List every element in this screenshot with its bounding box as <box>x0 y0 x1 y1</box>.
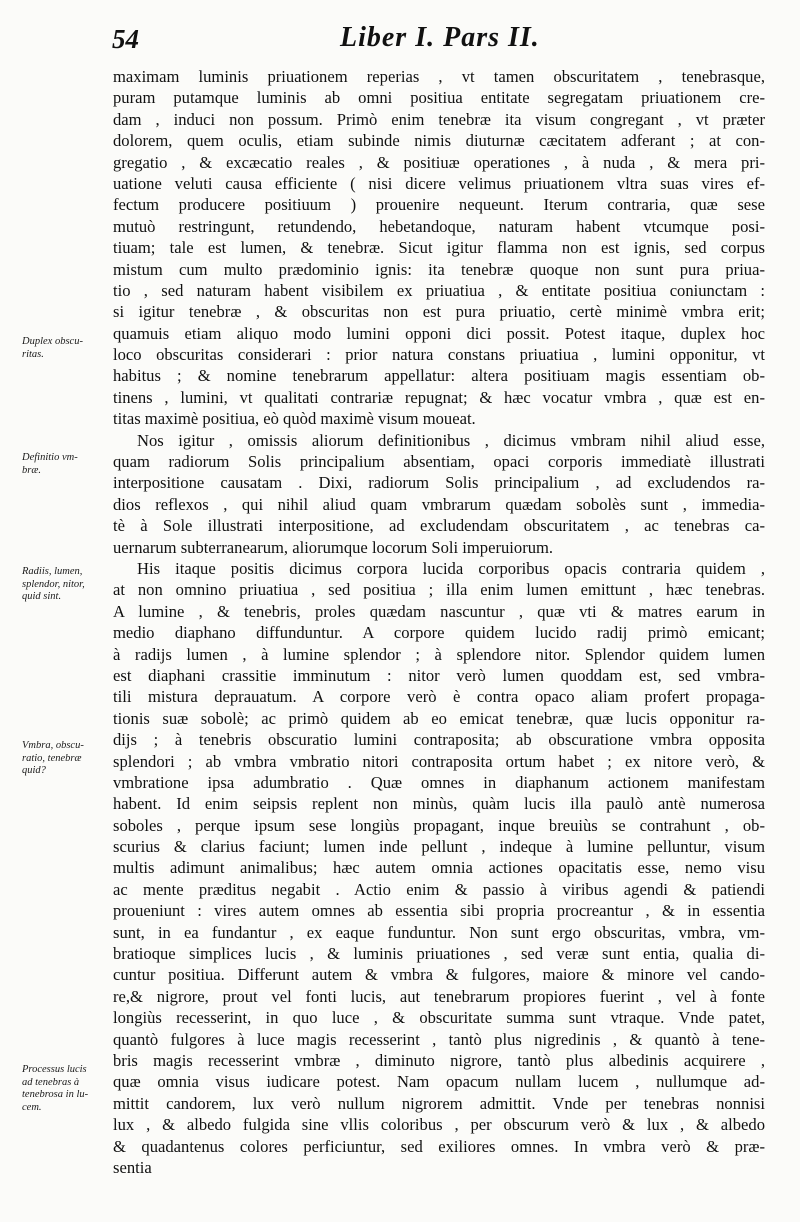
running-head: Liber I. Pars II. <box>340 22 540 53</box>
text-line: gregatio , & excæcatio reales , & positiuæ operationes , à nuda , & mera pri- <box>113 152 765 172</box>
paragraph-start: Nos igitur , omissis aliorum definitionibus , dicimus vmbram nihil aliud esse, <box>137 430 765 450</box>
text-line: à radijs lumen , à lumine splendor ; à splendore nitor. Splendor quidem lumen <box>113 644 765 664</box>
marginal-note-duplex-obscuritas <box>22 336 114 361</box>
marginal-note-line: cem. <box>22 1101 42 1113</box>
marginal-note-radiis-lumen <box>22 566 114 604</box>
text-line: & quadantenus colores perficiuntur, sed exiliores omnes. In vmbra verò & præ- <box>113 1136 765 1156</box>
text-line: mistum cum multo prædominio ignis: ita tenebræ quoque non sunt pura priua- <box>113 259 765 279</box>
marginal-note-line: quid sint. <box>22 591 62 602</box>
marginal-note-line: Radiis, lumen, <box>22 566 83 577</box>
marginal-note-vmbra-obscuratio <box>22 740 114 778</box>
text-line: splendori ; ab vmbra vmbratio nitori contraposita ortum habet ; ex nitore verò, & <box>113 751 765 771</box>
text-line: dios reflexos , qui nihil aliud quam vmbrarum quædam sobolès sunt , immedia- <box>113 494 765 514</box>
text-line: si igitur tenebræ , & obscuritas non est pura priuatio, certè minimè vmbra erit; <box>113 302 765 322</box>
marginal-note-definitio-umbrae <box>22 452 114 477</box>
text-line: uatione veluti causa efficiente ( nisi dicere velimus priuationem vltra suas vires ef- <box>113 173 765 193</box>
text-line: re,& nigrore, prout vel fonti lucis, aut tenebrarum propiores fuerint , vel à fonte <box>113 986 765 1006</box>
marginal-note-line: ad tenebras à <box>22 1076 80 1088</box>
text-line: tili mistura deprauatum. A corpore verò è contra opaco aliam profert propaga- <box>113 687 765 707</box>
text-line: proueniunt : vires autem omnes ab essentia sibi propria procreantur , & in essentia <box>113 901 765 921</box>
text-line: tè à Sole illustrati interpositione, ad excludendam obscuritatem , ac tenebras ca- <box>113 516 765 536</box>
marginal-note-line: tenebrosa in lu- <box>22 1089 89 1100</box>
text-line: mittit candorem, lux verò nullum nigrorem admittit. Vnde per tenebras nonnisi <box>113 1093 765 1113</box>
text-line: longiùs recesserint, in quo luce , & obscuritate summa sunt vtraque. Vnde patet, <box>113 1008 765 1028</box>
text-line: multis adimunt animalibus; hæc autem omnia actiones opacitatis esse, nemo visu <box>113 858 765 878</box>
text-line: loco obscuritas considerari : prior natura constans priuatiua , lumini opponitur, vt <box>113 345 765 365</box>
text-line: sunt, in ea fundantur , ex eaque funduntur. Non sunt ergo obscuritas, vmbra, vm- <box>113 922 765 942</box>
text-line: quamuis etiam aliquo modo lumini opponi dici possit. Potest itaque, duplex hoc <box>113 323 765 343</box>
marginal-note-line: ritas. <box>22 348 44 360</box>
marginal-note-line: splendor, nitor, <box>22 578 85 590</box>
marginal-note-line: Duplex obscu- <box>22 336 83 347</box>
text-line: dijs ; à tenebris obscuratio lumini contraposita; ab obscuratione vmbra opposita <box>113 730 765 750</box>
text-line: tinens , lumini, vt qualitati contrariæ repugnat; & hæc vocatur vmbra , quæ est en- <box>113 387 765 407</box>
marginal-note-line: bræ. <box>22 464 41 476</box>
text-line: ac mente præditus negabit . Actio enim & passio à viribus agendi & patiendi <box>113 879 765 899</box>
text-line: titas maximè positiua, eò quòd maximè visum moueat. <box>113 409 476 429</box>
text-line: fectum producere positiuum ) prouenire nequeunt. Iterum contraria, quæ sese <box>113 195 765 215</box>
paragraph-start: His itaque positis dicimus corpora lucida corporibus opacis contraria quidem , <box>137 558 765 578</box>
text-line: mutuò restringunt, retundendo, hebetandoque, naturam habent vtcumque posi- <box>113 216 765 236</box>
text-line: bratioque simplices lucis , & luminis priuationes , sed veræ sunt entia, qualia di- <box>113 944 765 964</box>
text-line: soboles , perque ipsum sese longiùs propagant, inque breuiùs se contrahunt , ob- <box>113 815 765 835</box>
text-line: quantò fulgores à luce magis recesserint , tantò plus nigredinis , & quantò à tene- <box>113 1029 765 1049</box>
marginal-note-line: ratio, tenebræ <box>22 752 82 764</box>
text-line: interpositione causatam . Dixi, radiorum Solis principalium , ad excludendos ra- <box>113 473 765 493</box>
text-line: dam , induci non possum. Primò enim tenebræ ita visum congregant , vt præter <box>113 109 765 129</box>
text-line: est diaphani crassitie imminutum : nitor verò lumen quoddam est, sed vmbra- <box>113 665 765 685</box>
text-line: medio diaphano diffunduntur. A corpore quidem lucido radij primò emicant; <box>113 623 765 643</box>
text-line: sentia <box>113 1157 152 1177</box>
text-line: lux , & albedo fulgida sine vllis coloribus , per obscurum verò & lux , & albedo <box>113 1115 765 1135</box>
text-line: dolorem, quem oculis, etiam subinde nimis diuturnæ cæcitatem adferant ; at con- <box>113 131 765 151</box>
text-line: quæ omnia visus iudicare potest. Nam opacum nullam lucem , nullumque ad- <box>113 1072 765 1092</box>
body-text <box>113 66 765 1200</box>
marginal-note-line: Processus lucis <box>22 1064 87 1075</box>
text-line: scurius & clarius faciunt; lumen inde pellunt , indeque à lumine pelluntur, visum <box>113 837 765 857</box>
text-line: tio , sed naturam habent visibilem ex priuatiua , & entitate positiua coniunctam : <box>113 280 765 300</box>
page-header <box>0 20 800 64</box>
page-number: 54 <box>112 24 139 54</box>
text-line: bris magis recesserint vmbræ , diminuto nigrore, tantò plus albedinis acquirere , <box>113 1050 765 1070</box>
text-line: tiuam; tale est lumen, & tenebræ. Sicut igitur flamma non est ignis, sed corpus <box>113 238 765 258</box>
text-line: maximam luminis priuationem reperias , vt tamen obscuritatem , tenebrasque, <box>113 67 765 86</box>
text-line: uernarum subterranearum, aliorumque locorum Soli imperuiorum. <box>113 537 554 557</box>
text-line: at non omnino priuatiua , sed positiua ; illa enim lumen emittunt , hæc tenebras. <box>113 580 765 600</box>
text-line: quam radiorum Solis principalium absentiam, opaci corporis immediatè illustrati <box>113 452 765 472</box>
text-line: puram putamque luminis ab omni positiua entitate segregatam priuationem cre- <box>113 88 765 108</box>
text-line: A lumine , & tenebris, proles quædam nascuntur , quæ vti & matres earum in <box>113 601 765 621</box>
text-line: tionis suæ sobolè; ac primò quidem ab eo emicat tenebræ, quæ lucis opponitur ra- <box>113 708 765 728</box>
marginal-note-line: Vmbra, obscu- <box>22 740 84 751</box>
text-line: vmbratione ipsa adumbratio . Quæ omnes in diaphanum actionem manifestam <box>113 772 765 792</box>
marginal-note-line: quid? <box>22 765 46 776</box>
text-line: habent. Id enim seipsis replent non minùs, quàm lucis illa paulò antè numerosa <box>113 794 765 814</box>
catchword <box>113 1178 765 1199</box>
marginal-note-line: Definitio vm- <box>22 452 78 463</box>
marginal-note-processus-lucis <box>22 1064 114 1114</box>
text-line: cuntur positiua. Differunt autem & vmbra & fulgores, maiore & minore vel cando- <box>113 965 765 985</box>
text-line: habitus ; & nomine tenebrarum appellatur: altera positiuam magis essentiam ob- <box>113 366 765 386</box>
